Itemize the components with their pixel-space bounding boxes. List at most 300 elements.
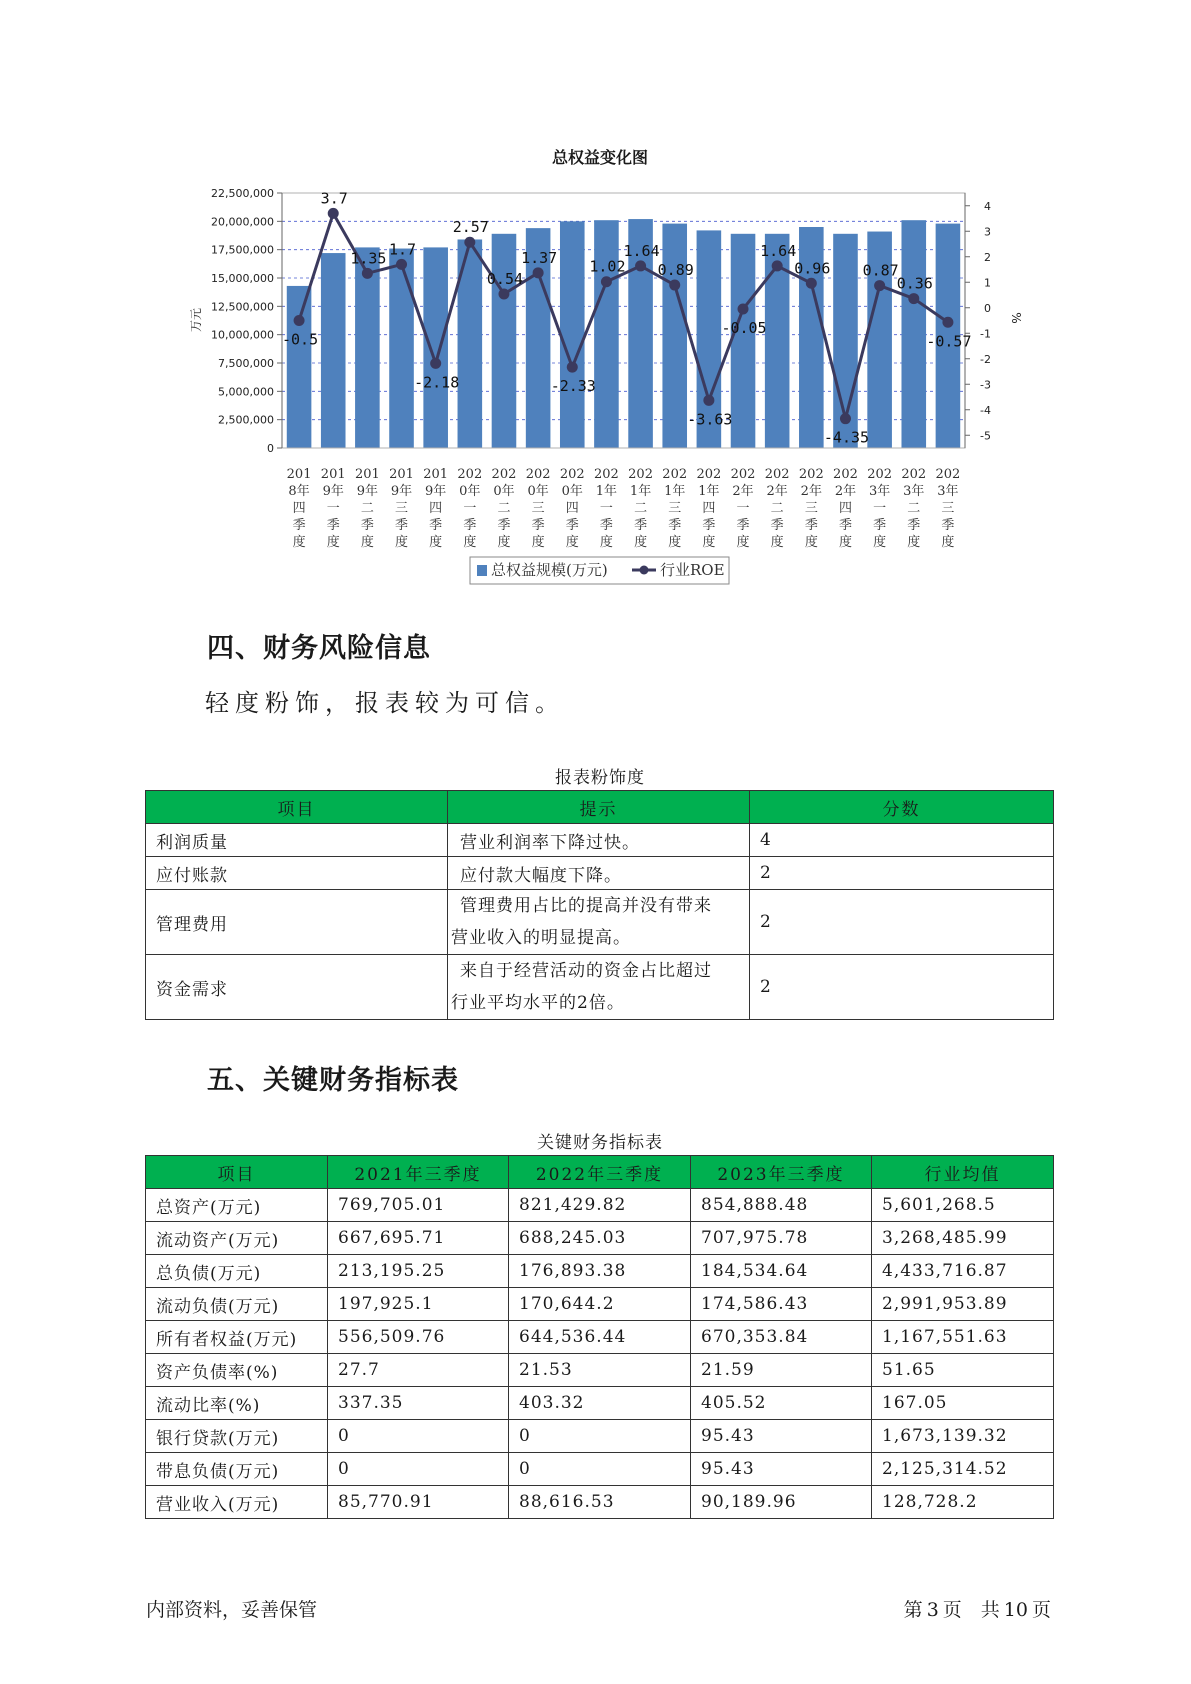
- x-axis-tick-label: [731, 467, 756, 550]
- x-axis-tick-label-line: 一: [463, 501, 477, 516]
- equity-chart: [0, 0, 1191, 600]
- roe-data-label: -2.18: [414, 373, 460, 392]
- right-axis-tick-label: -5: [980, 429, 991, 443]
- x-axis-tick-label-line: 季: [838, 518, 852, 533]
- indicator-name-cell: 流动资产(万元): [146, 1222, 328, 1255]
- x-axis-tick-label-line: 202: [662, 467, 688, 482]
- x-axis-tick-label-line: 度: [736, 535, 750, 550]
- x-axis-tick-label-line: 0年: [561, 484, 583, 499]
- indicator-value-cell: 170,644.2: [509, 1288, 691, 1321]
- x-axis-tick-label-line: 三: [531, 501, 545, 516]
- table-row: [146, 1288, 1054, 1321]
- equity-bar: [492, 234, 517, 448]
- x-axis-tick-label-line: 2年: [766, 484, 788, 499]
- x-axis-tick-label-line: 季: [873, 518, 887, 533]
- x-axis-tick-label-line: 度: [395, 535, 409, 550]
- chart-grid: [282, 193, 965, 420]
- x-axis-tick-label-line: 季: [395, 518, 409, 533]
- x-axis-tick-label-line: 3年: [903, 484, 925, 499]
- risk-hint: [448, 890, 750, 955]
- roe-data-label: 1.02: [589, 257, 626, 276]
- x-axis-tick-label: [321, 467, 346, 550]
- x-axis-tick-label-line: 三: [395, 501, 409, 516]
- x-axis-tick-label-line: 1年: [698, 484, 720, 499]
- x-axis-tick-label-line: 度: [429, 535, 443, 550]
- x-axis-tick-label-line: 二: [634, 501, 648, 516]
- x-axis-tick-label-line: 四: [429, 501, 443, 516]
- page-total: 10: [1003, 1599, 1028, 1621]
- x-axis-tick-label-line: 9年: [390, 484, 413, 499]
- x-axis-tick-label-line: 0年: [459, 484, 481, 499]
- x-axis-tick-label-line: 度: [497, 535, 511, 550]
- x-axis-tick-label-line: 度: [326, 535, 340, 550]
- roe-point: [942, 317, 953, 328]
- equity-bar: [321, 253, 346, 448]
- x-axis-tick-label-line: 度: [565, 535, 579, 550]
- right-axis-tick-label: 3: [984, 225, 991, 239]
- x-axis-tick-label-line: 9年: [322, 484, 344, 499]
- x-axis-tick-label-line: 1年: [664, 484, 686, 499]
- x-axis-tick-label: [867, 467, 892, 550]
- x-axis-tick-label: [765, 467, 790, 550]
- x-axis-tick-label: [287, 467, 312, 550]
- indicator-value-cell: 1,167,551.63: [872, 1321, 1054, 1354]
- left-axis-tick-label: 2,500,000: [218, 413, 274, 427]
- plot-frame: [282, 193, 965, 448]
- equity-bar: [560, 221, 585, 448]
- left-axis-tick-label: 0: [267, 442, 274, 455]
- roe-data-label: 0.89: [657, 261, 694, 280]
- page-prefix: 第: [903, 1599, 923, 1621]
- indicator-value-cell: 2,125,314.52: [872, 1453, 1054, 1486]
- indicator-value-cell: 0: [509, 1420, 691, 1453]
- roe-point: [533, 267, 544, 278]
- x-axis-tick-label-line: 二: [770, 501, 784, 516]
- indicator-value-cell: 95.43: [691, 1453, 872, 1486]
- equity-bar: [389, 249, 414, 448]
- x-axis-tick-label-line: 202: [559, 467, 585, 482]
- x-axis-tick-label: [526, 467, 551, 550]
- left-axis-tick-label: 20,000,000: [211, 215, 274, 229]
- right-axis-label: %: [1009, 312, 1023, 324]
- x-axis-tick-label-line: 度: [599, 535, 613, 550]
- x-axis-tick-label-line: 度: [804, 535, 818, 550]
- x-axis-tick-label-line: 度: [463, 535, 477, 550]
- risk-item: 管理费用: [146, 890, 448, 955]
- right-axis-tick-label: 4: [984, 199, 991, 213]
- x-axis-tick-label-line: 三: [668, 501, 682, 516]
- page-suffix: 页: [1031, 1599, 1051, 1621]
- indicator-value-cell: 2,991,953.89: [872, 1288, 1054, 1321]
- indicator-value-cell: 556,509.76: [328, 1321, 509, 1354]
- roe-data-label: -4.35: [823, 428, 870, 447]
- indicator-table-header-row: [146, 1156, 1054, 1189]
- x-axis-tick-label-line: 度: [941, 535, 955, 550]
- indicator-name-cell: 流动负债(万元): [146, 1288, 328, 1321]
- x-axis-tick-label-line: 一: [873, 501, 887, 516]
- roe-point: [362, 268, 373, 279]
- indicator-value-cell: 21.53: [509, 1354, 691, 1387]
- x-axis-tick-label: [560, 467, 585, 550]
- risk-hint-line: 营业收入的明显提高。: [451, 928, 631, 948]
- column-header: 2023年三季度: [691, 1156, 872, 1189]
- risk-score: 4: [750, 824, 1054, 857]
- x-axis-tick-label: [423, 467, 448, 550]
- roe-point: [806, 278, 817, 289]
- indicator-value-cell: 3,268,485.99: [872, 1222, 1054, 1255]
- indicator-value-cell: 670,353.84: [691, 1321, 872, 1354]
- x-axis-tick-label-line: 度: [531, 535, 545, 550]
- x-axis-tick-label: [594, 467, 619, 550]
- indicator-value-cell: 21.59: [691, 1354, 872, 1387]
- roe-point: [738, 304, 749, 315]
- x-axis-tick-label-line: 季: [702, 518, 716, 533]
- x-axis-tick-label-line: 季: [531, 518, 545, 533]
- indicator-value-cell: 174,586.43: [691, 1288, 872, 1321]
- x-axis-tick-label-line: 201: [354, 467, 380, 482]
- indicator-value-cell: 128,728.2: [872, 1486, 1054, 1519]
- x-axis-tick-label-line: 度: [668, 535, 682, 550]
- table-row: [146, 857, 1054, 890]
- x-axis-tick-label-line: 8年: [288, 484, 310, 499]
- indicator-value-cell: 0: [509, 1453, 691, 1486]
- x-axis-tick-label-line: 二: [907, 501, 921, 516]
- column-header: 2022年三季度: [509, 1156, 691, 1189]
- footer-page-number: [902, 1595, 1053, 1622]
- x-axis-tick-label-line: 四: [702, 501, 716, 516]
- x-axis-tick-label-line: 季: [941, 518, 955, 533]
- x-axis-tick-label-line: 度: [770, 535, 784, 550]
- x-axis-tick-label-line: 季: [326, 518, 340, 533]
- x-axis-tick-label: [492, 467, 517, 550]
- indicator-value-cell: 5,601,268.5: [872, 1189, 1054, 1222]
- roe-point: [669, 280, 680, 291]
- x-axis-tick-label-line: 度: [292, 535, 306, 550]
- x-axis-tick-label-line: 二: [360, 501, 374, 516]
- roe-point: [498, 288, 509, 299]
- indicator-table-title: 关键财务指标表: [537, 1133, 663, 1153]
- roe-data-label: 1.35: [350, 249, 387, 268]
- indicator-value-cell: 167.05: [872, 1387, 1054, 1420]
- equity-bar: [662, 224, 687, 448]
- roe-point: [840, 413, 851, 424]
- x-axis-tick-label-line: 度: [360, 535, 374, 550]
- x-axis-tick-label-line: 季: [770, 518, 784, 533]
- indicator-value-cell: 90,189.96: [691, 1486, 872, 1519]
- indicator-name-cell: 总负债(万元): [146, 1255, 328, 1288]
- x-axis-tick-label: [662, 467, 687, 550]
- roe-point: [601, 276, 612, 287]
- risk-summary-text: 轻度粉饰，报表较为可信。: [205, 689, 565, 717]
- x-axis-tick-label-line: 201: [423, 467, 449, 482]
- x-axis-tick-label-line: 202: [833, 467, 858, 482]
- roe-data-label: -0.5: [282, 330, 319, 349]
- x-axis-tick-label-line: 四: [292, 501, 306, 516]
- roe-data-label: 0.96: [794, 259, 831, 278]
- indicator-value-cell: 1,673,139.32: [872, 1420, 1054, 1453]
- roe-data-label: -2.33: [550, 377, 596, 396]
- indicator-value-cell: 197,925.1: [328, 1288, 509, 1321]
- equity-bar: [731, 234, 756, 448]
- column-header: 项目: [146, 1156, 328, 1189]
- indicator-name-cell: 总资产(万元): [146, 1189, 328, 1222]
- roe-data-label: 1.7: [388, 240, 417, 259]
- risk-table-title: 报表粉饰度: [555, 768, 645, 788]
- x-axis-tick-label-line: 度: [634, 535, 648, 550]
- indicator-name-cell: 银行贷款(万元): [146, 1420, 328, 1453]
- legend-bar-swatch: [477, 565, 487, 576]
- right-axis-tick-label: -4: [980, 403, 991, 417]
- x-axis-tick-label-line: 202: [867, 467, 893, 482]
- indicator-value-cell: 0: [328, 1420, 509, 1453]
- indicator-name-cell: 带息负债(万元): [146, 1453, 328, 1486]
- table-row: [146, 1420, 1054, 1453]
- indicator-value-cell: 688,245.03: [509, 1222, 691, 1255]
- left-axis-tick-label: 10,000,000: [211, 328, 274, 342]
- indicator-value-cell: 213,195.25: [328, 1255, 509, 1288]
- x-axis-tick-label-line: 3年: [937, 484, 959, 499]
- indicator-value-cell: 644,536.44: [509, 1321, 691, 1354]
- risk-score: 2: [750, 955, 1054, 1020]
- indicator-name-cell: 流动比率(%): [146, 1387, 328, 1420]
- x-axis-tick-label-line: 三: [804, 501, 818, 516]
- x-axis-tick-label-line: 度: [702, 535, 716, 550]
- indicator-value-cell: 854,888.48: [691, 1189, 872, 1222]
- risk-item: 利润质量: [146, 824, 448, 857]
- x-axis-tick-label-line: 季: [907, 518, 921, 533]
- x-axis-labels: [287, 467, 961, 550]
- equity-bar: [287, 286, 312, 448]
- x-axis-tick-label-line: 季: [668, 518, 682, 533]
- equity-bar: [423, 247, 448, 448]
- roe-data-label: 3.7: [320, 189, 348, 208]
- x-axis-tick-label-line: 季: [565, 518, 579, 533]
- x-axis-tick-label-line: 202: [901, 467, 927, 482]
- x-axis-tick-label-line: 201: [286, 467, 312, 482]
- left-axis-tick-label: 17,500,000: [211, 243, 274, 257]
- risk-item: 应付账款: [146, 857, 448, 890]
- x-axis-tick-label-line: 一: [326, 501, 340, 516]
- x-axis-tick-label: [457, 467, 482, 550]
- indicator-value-cell: 51.65: [872, 1354, 1054, 1387]
- equity-bar: [594, 220, 619, 448]
- indicator-value-cell: 769,705.01: [328, 1189, 509, 1222]
- indicator-value-cell: 85,770.91: [328, 1486, 509, 1519]
- indicator-value-cell: 405.52: [691, 1387, 872, 1420]
- roe-point: [874, 280, 885, 291]
- roe-point: [430, 358, 441, 369]
- roe-point: [294, 315, 305, 326]
- roe-data-label: -0.05: [721, 319, 767, 338]
- x-axis-tick-label-line: 度: [873, 535, 887, 550]
- indicator-name-cell: 资产负债率(%): [146, 1354, 328, 1387]
- footer-confidential-note: 内部资料，妥善保管: [146, 1599, 318, 1621]
- x-axis-tick-label-line: 201: [320, 467, 346, 482]
- table-row: [146, 1189, 1054, 1222]
- roe-data-label: 0.87: [862, 261, 899, 280]
- page-current: 3: [926, 1599, 939, 1621]
- indicator-value-cell: 95.43: [691, 1420, 872, 1453]
- indicator-value-cell: 27.7: [328, 1354, 509, 1387]
- indicator-value-cell: 176,893.38: [509, 1255, 691, 1288]
- x-axis-tick-label-line: 202: [628, 467, 653, 482]
- roe-point: [567, 362, 578, 373]
- x-axis-tick-label: [799, 467, 824, 550]
- x-axis-tick-label-line: 季: [463, 518, 477, 533]
- x-axis-tick-label-line: 季: [634, 518, 648, 533]
- table-row: [146, 955, 1054, 1020]
- risk-item: 资金需求: [146, 955, 448, 1020]
- roe-point: [396, 259, 407, 270]
- risk-hint: [448, 955, 750, 1020]
- risk-hint-line: 来自于经营活动的资金占比超过: [460, 961, 712, 981]
- x-axis-tick-label-line: 2年: [834, 484, 857, 499]
- x-axis-tick-label-line: 202: [730, 467, 756, 482]
- x-axis-tick-label-line: 四: [838, 501, 852, 516]
- indicator-value-cell: 4,433,716.87: [872, 1255, 1054, 1288]
- table-row: [146, 1453, 1054, 1486]
- indicator-value-cell: 403.32: [509, 1387, 691, 1420]
- section-heading-financial-risk: 四、财务风险信息: [207, 633, 431, 664]
- table-row: [146, 1255, 1054, 1288]
- chart-title: 总权益变化图: [551, 148, 649, 167]
- right-axis-tick-label: 2: [984, 250, 991, 264]
- risk-hint: 应付款大幅度下降。: [448, 857, 750, 890]
- left-axis-tick-label: 12,500,000: [211, 300, 274, 314]
- right-axis-tick-label: 1: [984, 276, 991, 290]
- x-axis-tick-label: [389, 467, 414, 550]
- x-axis-tick-label-line: 202: [764, 467, 790, 482]
- indicator-value-cell: 0: [328, 1453, 509, 1486]
- page-mid: 页 共: [942, 1599, 1000, 1621]
- risk-hint-line: 行业平均水平的2倍。: [451, 993, 625, 1013]
- right-axis-tick-label: -3: [980, 378, 991, 392]
- column-header: 项目: [146, 791, 448, 824]
- legend-line-label: 行业ROE: [660, 561, 725, 579]
- roe-point: [908, 293, 919, 304]
- left-axis-tick-label: 7,500,000: [218, 357, 274, 370]
- risk-table: [145, 790, 1054, 1020]
- indicator-value-cell: 184,534.64: [691, 1255, 872, 1288]
- left-axis-tick-label: 22,500,000: [211, 187, 274, 200]
- roe-point: [772, 260, 783, 271]
- roe-data-label: -3.63: [687, 410, 733, 429]
- x-axis-tick-label-line: 1年: [595, 484, 618, 499]
- x-axis-tick-label: [936, 467, 961, 550]
- roe-data-label: 0.36: [896, 274, 933, 293]
- roe-data-label: 1.64: [623, 241, 660, 260]
- indicator-value-cell: 88,616.53: [509, 1486, 691, 1519]
- x-axis-tick-label-line: 季: [497, 518, 511, 533]
- roe-data-label: 0.54: [486, 269, 524, 288]
- table-row: [146, 1486, 1054, 1519]
- x-axis-tick-label-line: 202: [696, 467, 722, 482]
- x-axis-tick-label: [696, 467, 721, 550]
- indicator-value-cell: 667,695.71: [328, 1222, 509, 1255]
- roe-point: [703, 395, 714, 406]
- x-axis-tick-label-line: 季: [736, 518, 750, 533]
- chart-legend: [470, 557, 729, 584]
- x-axis-tick-label-line: 202: [935, 467, 961, 482]
- roe-data-label: 2.57: [452, 218, 489, 237]
- risk-hint-line: 管理费用占比的提高并没有带来: [460, 896, 712, 916]
- x-axis-tick-label-line: 1年: [629, 484, 652, 499]
- indicator-value-cell: 707,975.78: [691, 1222, 872, 1255]
- table-row: [146, 1354, 1054, 1387]
- table-row: [146, 1222, 1054, 1255]
- x-axis-tick-label-line: 一: [599, 501, 613, 516]
- legend-line-marker: [640, 566, 649, 575]
- indicator-value-cell: 337.35: [328, 1387, 509, 1420]
- column-header: 2021年三季度: [328, 1156, 509, 1189]
- x-axis-tick-label-line: 一: [736, 501, 750, 516]
- x-axis-tick-label-line: 201: [389, 467, 414, 482]
- left-axis-tick-label: 5,000,000: [218, 385, 274, 399]
- x-axis-tick-label: [833, 467, 858, 550]
- indicator-name-cell: 所有者权益(万元): [146, 1321, 328, 1354]
- risk-hint: 营业利润率下降过快。: [448, 824, 750, 857]
- risk-table-header-row: [146, 791, 1054, 824]
- x-axis-tick-label: [628, 467, 653, 550]
- indicator-value-cell: 821,429.82: [509, 1189, 691, 1222]
- x-axis-tick-label-line: 季: [292, 518, 306, 533]
- column-header: 行业均值: [872, 1156, 1054, 1189]
- right-axis-tick-label: 0: [984, 301, 991, 315]
- x-axis-tick-label: [901, 467, 926, 550]
- x-axis-tick-label-line: 9年: [425, 484, 447, 499]
- x-axis-tick-label-line: 202: [525, 467, 551, 482]
- left-axis-label: 万元: [189, 307, 203, 333]
- x-axis-tick-label-line: 三: [941, 501, 955, 516]
- roe-data-label: -0.57: [926, 332, 972, 351]
- x-axis-tick-label-line: 季: [360, 518, 374, 533]
- x-axis-tick-label-line: 202: [798, 467, 824, 482]
- x-axis-tick-label-line: 202: [491, 467, 517, 482]
- indicator-table: [145, 1155, 1054, 1519]
- roe-point: [328, 208, 339, 219]
- x-axis-tick-label-line: 9年: [356, 484, 379, 499]
- left-axis-tick-label: 15,000,000: [211, 272, 274, 285]
- column-header: 分数: [750, 791, 1054, 824]
- x-axis-tick-label-line: 四: [565, 501, 579, 516]
- x-axis-tick-label-line: 季: [599, 518, 613, 533]
- table-row: [146, 824, 1054, 857]
- x-axis-tick-label-line: 3年: [868, 484, 891, 499]
- roe-point: [464, 237, 475, 248]
- right-axis-tick-label: -1: [980, 327, 991, 341]
- x-axis-tick-label-line: 二: [497, 501, 511, 516]
- legend-bar-label: 总权益规模(万元): [491, 561, 608, 579]
- x-axis-tick-label: [355, 467, 380, 550]
- column-header: 提示: [448, 791, 750, 824]
- x-axis-tick-label-line: 度: [838, 535, 852, 550]
- x-axis-tick-label-line: 度: [907, 535, 921, 550]
- section-heading-key-indicators: 五、关键财务指标表: [207, 1065, 459, 1096]
- x-axis-tick-label-line: 202: [594, 467, 619, 482]
- x-axis-tick-label-line: 202: [457, 467, 483, 482]
- x-axis-tick-label-line: 2年: [732, 484, 754, 499]
- roe-data-label: 1.37: [521, 248, 558, 267]
- table-row: [146, 1321, 1054, 1354]
- risk-score: 2: [750, 890, 1054, 955]
- x-axis-tick-label-line: 0年: [527, 484, 549, 499]
- roe-data-label: 1.64: [760, 241, 797, 260]
- x-axis-tick-label-line: 0年: [493, 484, 515, 499]
- right-axis-tick-label: -2: [980, 352, 991, 366]
- risk-score: 2: [750, 857, 1054, 890]
- roe-point: [635, 260, 646, 271]
- x-axis-tick-label-line: 季: [804, 518, 818, 533]
